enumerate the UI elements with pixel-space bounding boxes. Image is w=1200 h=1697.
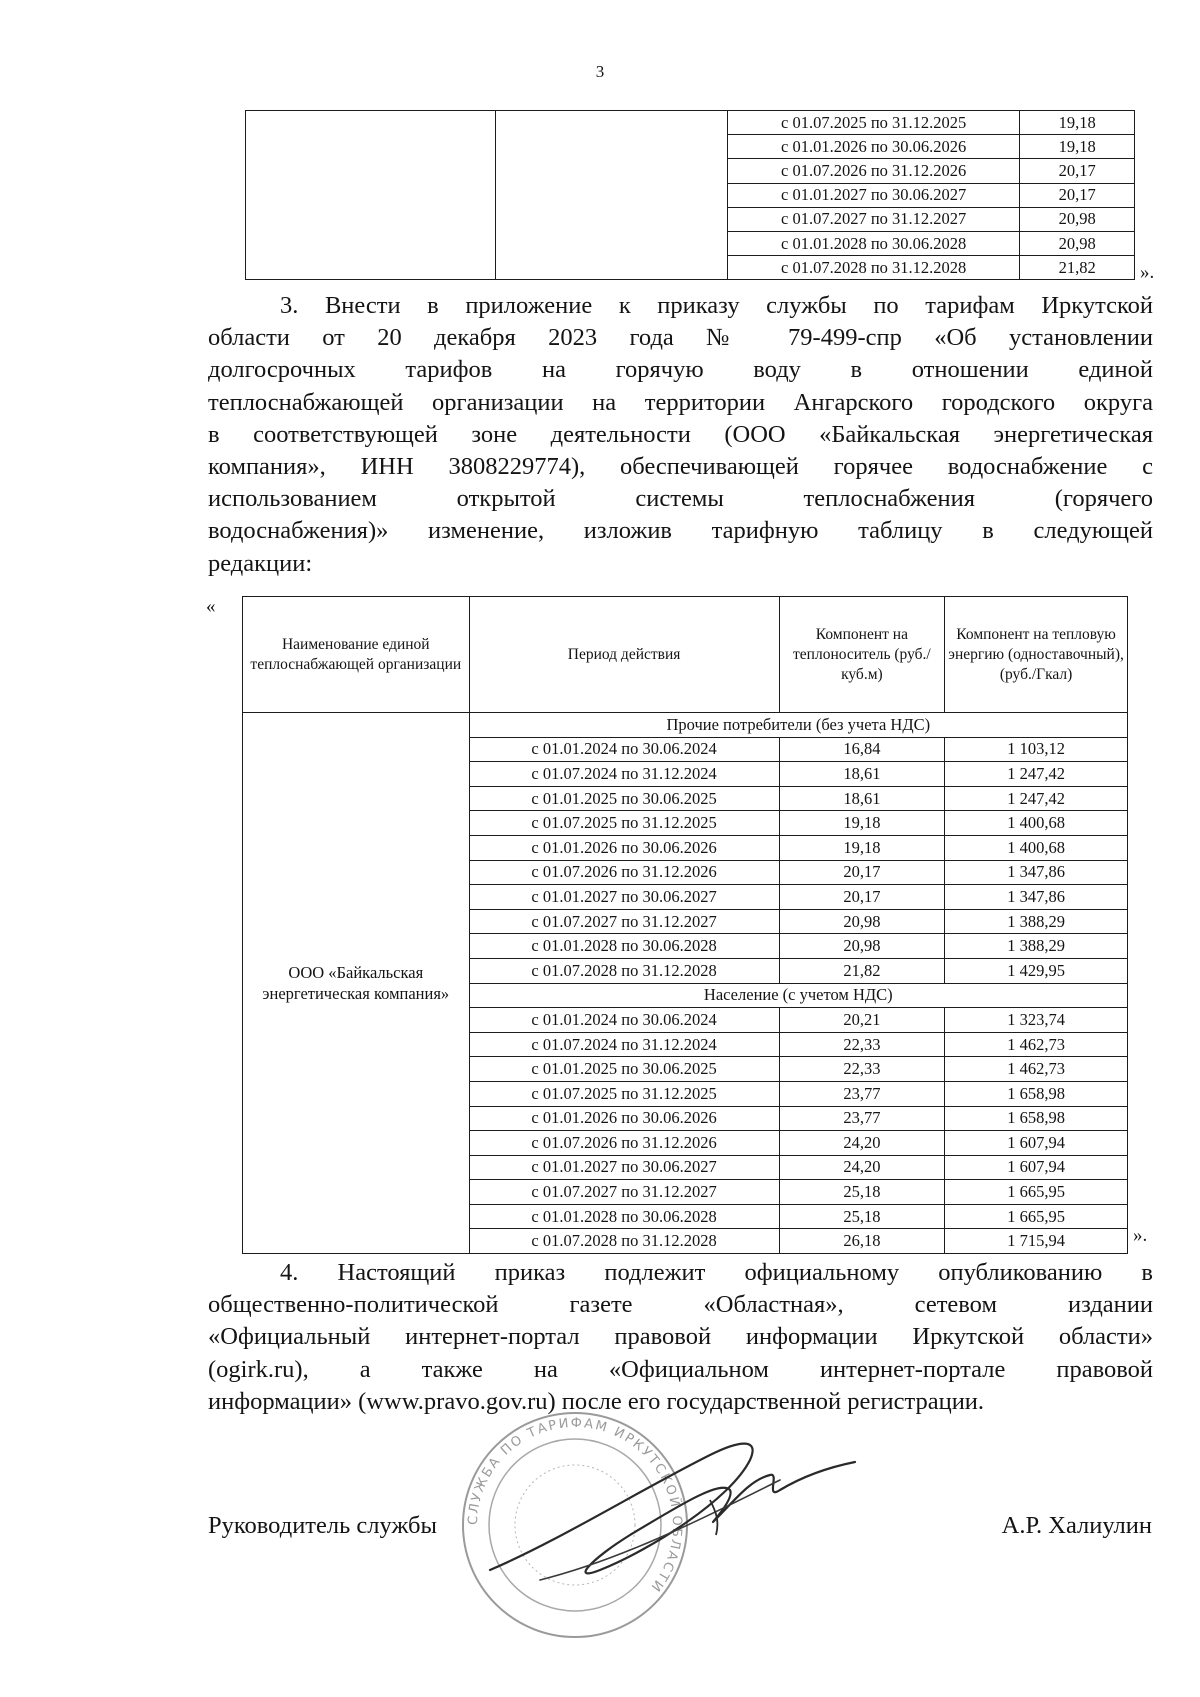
paragraph-line: долгосрочных тарифов на горячую воду в отношении единой [208, 356, 1153, 384]
empty-cell [246, 111, 496, 280]
carrier-cell: 26,18 [779, 1229, 945, 1254]
period-cell: с 01.01.2026 по 30.06.2026 [728, 135, 1020, 159]
period-cell: с 01.01.2027 по 30.06.2027 [728, 183, 1020, 207]
header-period: Период действия [469, 597, 779, 713]
carrier-cell: 22,33 [779, 1032, 945, 1057]
carrier-cell: 20,21 [779, 1008, 945, 1033]
carrier-cell: 20,17 [779, 885, 945, 910]
signatory-name: А.Р. Халиулин [1001, 1512, 1152, 1539]
energy-cell: 1 400,68 [945, 835, 1128, 860]
paragraph-line: 4. Настоящий приказ подлежит официальному опубликованию в [280, 1259, 1153, 1286]
energy-cell: 1 323,74 [945, 1008, 1128, 1033]
period-cell: с 01.01.2025 по 30.06.2025 [469, 1057, 779, 1082]
carrier-cell: 22,33 [779, 1057, 945, 1082]
period-cell: с 01.01.2028 по 30.06.2028 [469, 934, 779, 959]
energy-cell: 1 462,73 [945, 1032, 1128, 1057]
period-cell: с 01.07.2026 по 31.12.2026 [728, 159, 1020, 183]
period-cell: с 01.01.2028 по 30.06.2028 [728, 231, 1020, 255]
period-cell: с 01.07.2025 по 31.12.2025 [728, 111, 1020, 135]
carrier-cell: 20,98 [779, 909, 945, 934]
period-cell: с 01.01.2026 по 30.06.2026 [469, 1106, 779, 1131]
carrier-cell: 23,77 [779, 1106, 945, 1131]
energy-cell: 1 388,29 [945, 909, 1128, 934]
period-cell: с 01.07.2025 по 31.12.2025 [469, 1081, 779, 1106]
paragraph-line: редакции: [208, 549, 313, 577]
period-cell: с 01.07.2028 по 31.12.2028 [469, 958, 779, 983]
closing-quote-main: ». [1133, 1225, 1148, 1246]
carrier-cell: 16,84 [779, 737, 945, 762]
energy-cell: 1 400,68 [945, 811, 1128, 836]
header-carrier: Компонент на теплоноситель (руб./куб.м) [779, 597, 945, 713]
period-cell: с 01.07.2028 по 31.12.2028 [469, 1229, 779, 1254]
energy-cell: 1 462,73 [945, 1057, 1128, 1082]
group-label: Прочие потребители (без учета НДС) [469, 713, 1127, 738]
period-cell: с 01.07.2026 по 31.12.2026 [469, 1131, 779, 1156]
group-row [243, 713, 1128, 738]
energy-cell: 1 347,86 [945, 885, 1128, 910]
energy-cell: 1 665,95 [945, 1180, 1128, 1205]
signatory-role: Руководитель службы [208, 1512, 437, 1539]
energy-cell: 1 247,42 [945, 786, 1128, 811]
value-cell: 20,98 [1020, 231, 1135, 255]
carrier-cell: 20,98 [779, 934, 945, 959]
paragraph-4 [208, 1257, 1153, 1418]
period-cell: с 01.07.2024 по 31.12.2024 [469, 1032, 779, 1057]
closing-quote-top: ». [1140, 262, 1155, 283]
carrier-cell: 21,82 [779, 958, 945, 983]
carrier-cell: 25,18 [779, 1204, 945, 1229]
continuation-row [246, 111, 1135, 135]
header-energy: Компонент на тепловую энергию (одноставочный), (руб./Гкал) [945, 597, 1128, 713]
energy-cell: 1 665,95 [945, 1204, 1128, 1229]
energy-cell: 1 715,94 [945, 1229, 1128, 1254]
paragraph-line: общественно-политической газете «Областная», сетевом издании [208, 1291, 1153, 1319]
period-cell: с 01.01.2025 по 30.06.2025 [469, 786, 779, 811]
paragraph-3 [208, 290, 1153, 580]
energy-cell: 1 607,94 [945, 1131, 1128, 1156]
group-label: Население (с учетом НДС) [469, 983, 1127, 1008]
period-cell: с 01.07.2026 по 31.12.2026 [469, 860, 779, 885]
period-cell: с 01.07.2024 по 31.12.2024 [469, 762, 779, 787]
energy-cell: 1 658,98 [945, 1081, 1128, 1106]
paragraph-line: 3. Внести в приложение к приказу службы по тарифам Иркутской [280, 292, 1153, 319]
period-cell: с 01.07.2027 по 31.12.2027 [728, 207, 1020, 231]
period-cell: с 01.07.2025 по 31.12.2025 [469, 811, 779, 836]
value-cell: 19,18 [1020, 111, 1135, 135]
paragraph-line: области от 20 декабря 2023 года № 79-499-спр «Об установлении [208, 324, 1153, 352]
svg-text:СЛУЖБА ПО ТАРИФАМ ИРКУТСКОЙ ОБ: СЛУЖБА ПО ТАРИФАМ ИРКУТСКОЙ ОБЛАСТИ [465, 1415, 685, 1596]
energy-cell: 1 388,29 [945, 934, 1128, 959]
period-cell: с 01.01.2024 по 30.06.2024 [469, 1008, 779, 1033]
carrier-cell: 19,18 [779, 811, 945, 836]
energy-cell: 1 429,95 [945, 958, 1128, 983]
page-number: 3 [595, 62, 605, 81]
period-cell: с 01.01.2024 по 30.06.2024 [469, 737, 779, 762]
header-org: Наименование единой теплоснабжающей организации [243, 597, 470, 713]
period-cell: с 01.07.2027 по 31.12.2027 [469, 909, 779, 934]
paragraph-line: компания», ИНН 3808229774), обеспечивающей горячее водоснабжение с [208, 453, 1153, 481]
energy-cell: 1 247,42 [945, 762, 1128, 787]
empty-cell [496, 111, 728, 280]
paragraph-line: водоснабжения)» изменение, изложив тарифную таблицу в следующей [208, 517, 1153, 545]
carrier-cell: 25,18 [779, 1180, 945, 1205]
value-cell: 20,98 [1020, 207, 1135, 231]
paragraph-line: «Официальный интернет-портал правовой информации Иркутской области» [208, 1323, 1153, 1351]
value-cell: 19,18 [1020, 135, 1135, 159]
carrier-cell: 24,20 [779, 1131, 945, 1156]
carrier-cell: 24,20 [779, 1155, 945, 1180]
paragraph-line: теплоснабжающей организации на территории Ангарского городского округа [208, 388, 1153, 416]
value-cell: 20,17 [1020, 183, 1135, 207]
period-cell: с 01.01.2027 по 30.06.2027 [469, 885, 779, 910]
handwritten-signature [480, 1420, 860, 1600]
energy-cell: 1 347,86 [945, 860, 1128, 885]
paragraph-line: в соответствующей зоне деятельности (ООО «Байкальская энергетическая [208, 420, 1153, 448]
period-cell: с 01.01.2026 по 30.06.2026 [469, 835, 779, 860]
period-cell: с 01.01.2028 по 30.06.2028 [469, 1204, 779, 1229]
carrier-cell: 20,17 [779, 860, 945, 885]
paragraph-line: использованием открытой системы теплоснабжения (горячего [208, 485, 1153, 513]
value-cell: 21,82 [1020, 256, 1135, 280]
continuation-table [245, 110, 1135, 280]
energy-cell: 1 658,98 [945, 1106, 1128, 1131]
carrier-cell: 19,18 [779, 835, 945, 860]
carrier-cell: 23,77 [779, 1081, 945, 1106]
paragraph-line: (ogirk.ru), а также на «Официальном интернет-портале правовой [208, 1355, 1153, 1383]
tariff-table [242, 596, 1128, 1254]
paragraph-line: информации» (www.pravo.gov.ru) после его государственной регистрации. [208, 1387, 985, 1415]
period-cell: с 01.07.2027 по 31.12.2027 [469, 1180, 779, 1205]
value-cell: 20,17 [1020, 159, 1135, 183]
energy-cell: 1 607,94 [945, 1155, 1128, 1180]
opening-quote: « [206, 596, 216, 617]
period-cell: с 01.07.2028 по 31.12.2028 [728, 256, 1020, 280]
energy-cell: 1 103,12 [945, 737, 1128, 762]
carrier-cell: 18,61 [779, 762, 945, 787]
period-cell: с 01.01.2027 по 30.06.2027 [469, 1155, 779, 1180]
carrier-cell: 18,61 [779, 786, 945, 811]
org-name-cell: ООО «Байкальская энергетическая компания» [243, 713, 470, 1254]
